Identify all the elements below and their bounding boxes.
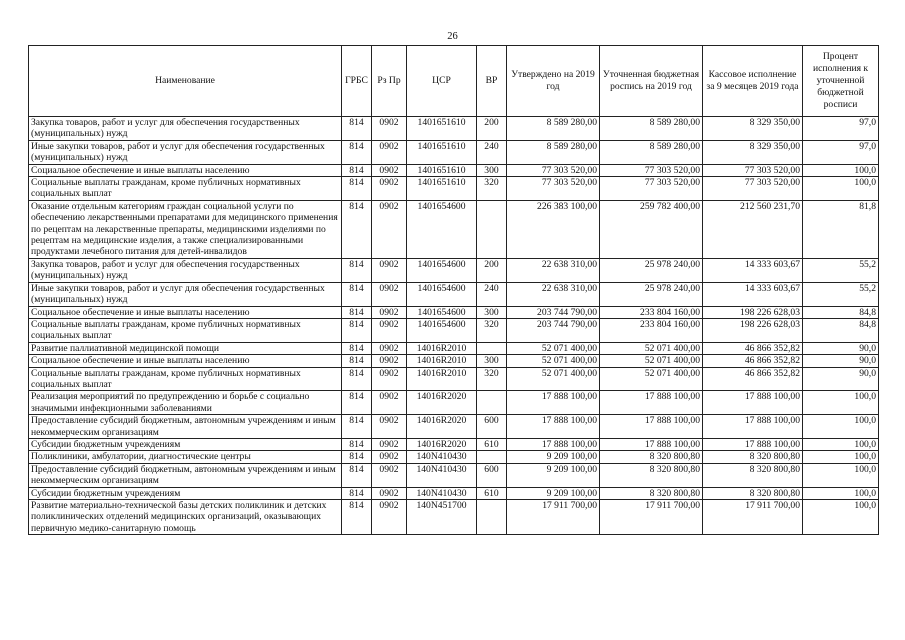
cell-rzpr: 0902	[372, 355, 407, 367]
cell-csr: 14016R2020	[407, 415, 477, 439]
cell-percent: 100,0	[803, 487, 879, 499]
cell-cash: 17 911 700,00	[703, 500, 803, 535]
cell-percent: 84,8	[803, 318, 879, 342]
cell-refined: 52 071 400,00	[600, 367, 703, 391]
cell-grbs: 814	[342, 258, 372, 282]
cell-approved: 9 209 100,00	[507, 463, 600, 487]
cell-csr: 1401654600	[407, 318, 477, 342]
cell-csr: 1401654600	[407, 258, 477, 282]
cell-vr: 300	[477, 306, 507, 318]
cell-vr: 200	[477, 258, 507, 282]
cell-cash: 8 320 800,80	[703, 451, 803, 463]
cell-refined: 8 589 280,00	[600, 140, 703, 164]
table-row	[29, 318, 879, 342]
cell-csr: 1401651610	[407, 117, 477, 141]
cell-percent: 100,0	[803, 463, 879, 487]
cell-vr: 610	[477, 438, 507, 450]
cell-approved: 52 071 400,00	[507, 355, 600, 367]
cell-vr: 600	[477, 463, 507, 487]
cell-cash: 198 226 628,03	[703, 306, 803, 318]
cell-name: Социальное обеспечение и иные выплаты населению	[29, 306, 342, 318]
cell-approved: 9 209 100,00	[507, 487, 600, 499]
cell-rzpr: 0902	[372, 342, 407, 354]
cell-grbs: 814	[342, 164, 372, 176]
cell-grbs: 814	[342, 318, 372, 342]
cell-refined: 8 320 800,80	[600, 487, 703, 499]
cell-grbs: 814	[342, 200, 372, 258]
cell-approved: 22 638 310,00	[507, 258, 600, 282]
cell-csr: 140N410430	[407, 487, 477, 499]
cell-csr: 140N410430	[407, 463, 477, 487]
cell-vr	[477, 451, 507, 463]
cell-rzpr: 0902	[372, 391, 407, 415]
cell-percent: 100,0	[803, 500, 879, 535]
table-header-row	[29, 46, 879, 117]
cell-cash: 8 320 800,80	[703, 463, 803, 487]
cell-cash: 14 333 603,67	[703, 282, 803, 306]
cell-approved: 226 383 100,00	[507, 200, 600, 258]
cell-cash: 17 888 100,00	[703, 438, 803, 450]
cell-csr: 14016R2010	[407, 355, 477, 367]
cell-approved: 22 638 310,00	[507, 282, 600, 306]
cell-rzpr: 0902	[372, 282, 407, 306]
header-vr: ВР	[477, 46, 507, 117]
cell-approved: 203 744 790,00	[507, 318, 600, 342]
cell-percent: 100,0	[803, 451, 879, 463]
cell-refined: 52 071 400,00	[600, 355, 703, 367]
cell-vr: 610	[477, 487, 507, 499]
cell-percent: 100,0	[803, 177, 879, 201]
cell-csr: 14016R2020	[407, 438, 477, 450]
cell-name: Социальные выплаты гражданам, кроме публичных нормативных социальных выплат	[29, 318, 342, 342]
cell-grbs: 814	[342, 438, 372, 450]
cell-refined: 8 589 280,00	[600, 117, 703, 141]
cell-rzpr: 0902	[372, 258, 407, 282]
budget-table	[28, 45, 879, 535]
cell-refined: 17 911 700,00	[600, 500, 703, 535]
table-row	[29, 164, 879, 176]
cell-name: Социальные выплаты гражданам, кроме публичных нормативных социальных выплат	[29, 367, 342, 391]
cell-csr: 140N451700	[407, 500, 477, 535]
cell-grbs: 814	[342, 355, 372, 367]
table-row	[29, 282, 879, 306]
header-csr: ЦСР	[407, 46, 477, 117]
cell-refined: 233 804 160,00	[600, 306, 703, 318]
cell-refined: 52 071 400,00	[600, 342, 703, 354]
cell-approved: 203 744 790,00	[507, 306, 600, 318]
cell-cash: 46 866 352,82	[703, 355, 803, 367]
cell-vr	[477, 391, 507, 415]
cell-cash: 8 320 800,80	[703, 487, 803, 499]
cell-rzpr: 0902	[372, 117, 407, 141]
cell-name: Оказание отдельным категориям граждан социальной услуги по обеспечению лекарственными препаратами для медицинского применения по рецептам на лекарственные препараты, медицинскими изделиями по рецептам на медицинские изделия, а также специализированными продуктами лечебного питания для детей-инвалидов	[29, 200, 342, 258]
cell-cash: 14 333 603,67	[703, 258, 803, 282]
cell-name: Социальное обеспечение и иные выплаты населению	[29, 164, 342, 176]
table-row	[29, 463, 879, 487]
cell-rzpr: 0902	[372, 438, 407, 450]
cell-approved: 52 071 400,00	[507, 342, 600, 354]
header-percent: Процент исполнения к уточненной бюджетной росписи	[803, 46, 879, 117]
cell-grbs: 814	[342, 140, 372, 164]
cell-approved: 9 209 100,00	[507, 451, 600, 463]
table-row	[29, 200, 879, 258]
table-row	[29, 342, 879, 354]
cell-rzpr: 0902	[372, 367, 407, 391]
cell-name: Предоставление субсидий бюджетным, автономным учреждениям и иным некоммерческим организациям	[29, 415, 342, 439]
cell-rzpr: 0902	[372, 451, 407, 463]
cell-refined: 17 888 100,00	[600, 391, 703, 415]
cell-percent: 55,2	[803, 282, 879, 306]
cell-approved: 77 303 520,00	[507, 164, 600, 176]
table-row	[29, 487, 879, 499]
table-row	[29, 258, 879, 282]
cell-name: Субсидии бюджетным учреждениям	[29, 438, 342, 450]
cell-approved: 17 888 100,00	[507, 415, 600, 439]
table-row	[29, 391, 879, 415]
cell-percent: 100,0	[803, 438, 879, 450]
cell-approved: 17 888 100,00	[507, 438, 600, 450]
cell-grbs: 814	[342, 500, 372, 535]
cell-rzpr: 0902	[372, 200, 407, 258]
cell-grbs: 814	[342, 282, 372, 306]
cell-rzpr: 0902	[372, 318, 407, 342]
cell-cash: 46 866 352,82	[703, 367, 803, 391]
cell-refined: 77 303 520,00	[600, 177, 703, 201]
table-row	[29, 177, 879, 201]
cell-approved: 77 303 520,00	[507, 177, 600, 201]
cell-name: Иные закупки товаров, работ и услуг для обеспечения государственных (муниципальных) нужд	[29, 140, 342, 164]
table-row	[29, 355, 879, 367]
cell-rzpr: 0902	[372, 463, 407, 487]
cell-percent: 90,0	[803, 367, 879, 391]
cell-refined: 17 888 100,00	[600, 438, 703, 450]
cell-refined: 25 978 240,00	[600, 282, 703, 306]
cell-cash: 8 329 350,00	[703, 117, 803, 141]
cell-grbs: 814	[342, 391, 372, 415]
header-cash: Кассовое исполнение за 9 месяцев 2019 года	[703, 46, 803, 117]
cell-csr: 1401654600	[407, 282, 477, 306]
cell-grbs: 814	[342, 367, 372, 391]
cell-vr: 320	[477, 177, 507, 201]
cell-rzpr: 0902	[372, 500, 407, 535]
cell-name: Социальные выплаты гражданам, кроме публичных нормативных социальных выплат	[29, 177, 342, 201]
cell-refined: 8 320 800,80	[600, 463, 703, 487]
cell-csr: 1401654600	[407, 200, 477, 258]
cell-grbs: 814	[342, 177, 372, 201]
cell-name: Развитие паллиативной медицинской помощи	[29, 342, 342, 354]
header-refined: Уточненная бюджетная роспись на 2019 год	[600, 46, 703, 117]
cell-grbs: 814	[342, 487, 372, 499]
cell-percent: 97,0	[803, 140, 879, 164]
cell-rzpr: 0902	[372, 415, 407, 439]
cell-vr: 320	[477, 367, 507, 391]
cell-cash: 8 329 350,00	[703, 140, 803, 164]
cell-rzpr: 0902	[372, 306, 407, 318]
cell-percent: 100,0	[803, 164, 879, 176]
cell-approved: 17 888 100,00	[507, 391, 600, 415]
cell-vr: 300	[477, 355, 507, 367]
cell-csr: 1401651610	[407, 164, 477, 176]
cell-name: Социальное обеспечение и иные выплаты населению	[29, 355, 342, 367]
cell-csr: 14016R2010	[407, 367, 477, 391]
table-row	[29, 500, 879, 535]
cell-name: Поликлиники, амбулатории, диагностические центры	[29, 451, 342, 463]
cell-percent: 100,0	[803, 391, 879, 415]
table-row	[29, 306, 879, 318]
cell-percent: 84,8	[803, 306, 879, 318]
cell-name: Иные закупки товаров, работ и услуг для обеспечения государственных (муниципальных) нужд	[29, 282, 342, 306]
table-body	[29, 117, 879, 535]
cell-refined: 25 978 240,00	[600, 258, 703, 282]
cell-cash: 46 866 352,82	[703, 342, 803, 354]
table-row	[29, 140, 879, 164]
cell-vr	[477, 500, 507, 535]
cell-rzpr: 0902	[372, 177, 407, 201]
cell-cash: 17 888 100,00	[703, 415, 803, 439]
cell-vr: 240	[477, 140, 507, 164]
cell-vr: 300	[477, 164, 507, 176]
cell-approved: 17 911 700,00	[507, 500, 600, 535]
cell-name: Закупка товаров, работ и услуг для обеспечения государственных (муниципальных) нужд	[29, 258, 342, 282]
table-row	[29, 367, 879, 391]
cell-csr: 1401651610	[407, 140, 477, 164]
cell-grbs: 814	[342, 451, 372, 463]
cell-cash: 77 303 520,00	[703, 177, 803, 201]
table-row	[29, 451, 879, 463]
cell-percent: 90,0	[803, 342, 879, 354]
cell-name: Предоставление субсидий бюджетным, автономным учреждениям и иным некоммерческим организациям	[29, 463, 342, 487]
cell-rzpr: 0902	[372, 140, 407, 164]
cell-grbs: 814	[342, 342, 372, 354]
cell-name: Субсидии бюджетным учреждениям	[29, 487, 342, 499]
cell-csr: 1401654600	[407, 306, 477, 318]
cell-refined: 17 888 100,00	[600, 415, 703, 439]
cell-grbs: 814	[342, 463, 372, 487]
header-grbs: ГРБС	[342, 46, 372, 117]
page-number: 26	[447, 31, 458, 42]
table-row	[29, 438, 879, 450]
cell-cash: 77 303 520,00	[703, 164, 803, 176]
header-approved: Утверждено на 2019 год	[507, 46, 600, 117]
cell-vr: 600	[477, 415, 507, 439]
cell-refined: 77 303 520,00	[600, 164, 703, 176]
cell-percent: 90,0	[803, 355, 879, 367]
cell-approved: 52 071 400,00	[507, 367, 600, 391]
cell-rzpr: 0902	[372, 487, 407, 499]
cell-vr: 240	[477, 282, 507, 306]
cell-csr: 14016R2020	[407, 391, 477, 415]
header-rzpr: Рз Пр	[372, 46, 407, 117]
cell-percent: 55,2	[803, 258, 879, 282]
table-row	[29, 415, 879, 439]
cell-approved: 8 589 280,00	[507, 117, 600, 141]
cell-grbs: 814	[342, 415, 372, 439]
cell-vr	[477, 342, 507, 354]
cell-cash: 212 560 231,70	[703, 200, 803, 258]
cell-vr: 200	[477, 117, 507, 141]
cell-vr: 320	[477, 318, 507, 342]
cell-csr: 1401651610	[407, 177, 477, 201]
cell-rzpr: 0902	[372, 164, 407, 176]
header-name: Наименование	[29, 46, 342, 117]
cell-refined: 8 320 800,80	[600, 451, 703, 463]
cell-cash: 198 226 628,03	[703, 318, 803, 342]
cell-name: Закупка товаров, работ и услуг для обеспечения государственных (муниципальных) нужд	[29, 117, 342, 141]
cell-cash: 17 888 100,00	[703, 391, 803, 415]
cell-csr: 14016R2010	[407, 342, 477, 354]
cell-refined: 259 782 400,00	[600, 200, 703, 258]
cell-grbs: 814	[342, 306, 372, 318]
cell-approved: 8 589 280,00	[507, 140, 600, 164]
cell-csr: 140N410430	[407, 451, 477, 463]
cell-grbs: 814	[342, 117, 372, 141]
cell-name: Развитие материально-технической базы детских поликлиник и детских поликлинических отделений медицинских организаций, оказывающих первичную медико-санитарную помощь	[29, 500, 342, 535]
cell-percent: 97,0	[803, 117, 879, 141]
cell-refined: 233 804 160,00	[600, 318, 703, 342]
cell-name: Реализация мероприятий по предупреждению и борьбе с социально значимыми инфекционными заболеваниями	[29, 391, 342, 415]
cell-vr	[477, 200, 507, 258]
cell-percent: 81,8	[803, 200, 879, 258]
table-row	[29, 117, 879, 141]
cell-percent: 100,0	[803, 415, 879, 439]
